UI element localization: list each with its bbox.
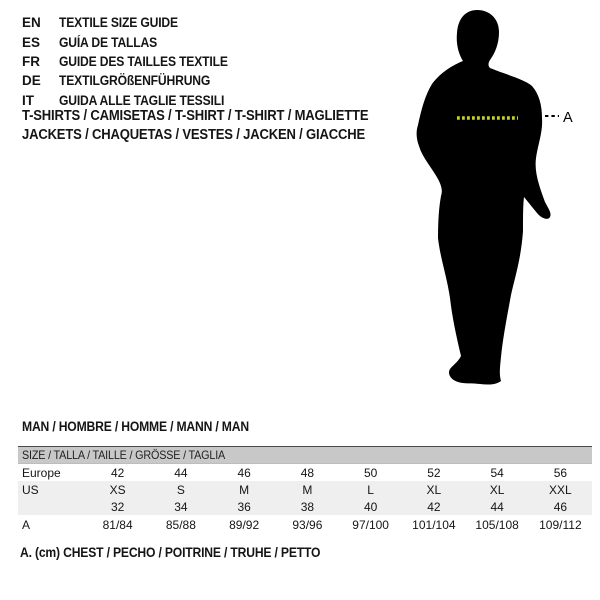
table-cell: 52	[427, 465, 441, 480]
row-cells	[86, 518, 592, 532]
table-cell: 34	[174, 499, 188, 514]
section-title	[22, 419, 274, 434]
language-label: TEXTILE SIZE GUIDE	[59, 15, 178, 31]
row-cells	[86, 483, 592, 497]
size-table	[18, 446, 592, 534]
table-cell: S	[176, 482, 185, 497]
footnote	[20, 545, 354, 560]
table-cell: 36	[237, 499, 251, 514]
table-cell: 50	[363, 465, 378, 480]
garment-line-tshirts: T-SHIRTS / CAMISETAS / T-SHIRT / T-SHIRT / MAGLIETTE	[22, 108, 369, 124]
table-row	[18, 481, 592, 498]
language-code: FR	[22, 53, 40, 69]
language-code: EN	[22, 15, 41, 31]
language-guide	[22, 13, 247, 110]
language-code: DE	[22, 73, 41, 89]
table-cell: 101/104	[412, 517, 456, 532]
row-label: A	[22, 517, 31, 532]
row-label: Europe	[22, 465, 61, 480]
language-label: TEXTILGRÖßENFÜHRUNG	[59, 73, 211, 89]
row-cells	[86, 466, 592, 480]
table-cell: 44	[174, 465, 188, 480]
table-cell: 40	[363, 499, 378, 514]
language-label: GUÍA DE TALLAS	[59, 34, 158, 50]
table-cell: 56	[553, 465, 568, 480]
language-row	[22, 71, 247, 90]
table-cell: XL	[489, 482, 505, 497]
table-cell: 48	[300, 465, 315, 480]
table-cell: 42	[427, 499, 441, 514]
table-cell: XL	[426, 482, 442, 497]
table-cell: 44	[490, 499, 504, 514]
table-cell: 54	[490, 465, 504, 480]
table-cell: 89/92	[229, 517, 260, 532]
table-cell: 105/108	[475, 517, 519, 532]
table-cell: 85/88	[165, 517, 196, 532]
row-cells	[86, 500, 592, 514]
table-row	[18, 498, 592, 515]
table-cell: 32	[110, 499, 125, 514]
table-header-text: SIZE / TALLA / TAILLE / GRÖSSE / TAGLIA	[22, 448, 226, 462]
language-row	[22, 52, 247, 71]
table-cell: M	[302, 482, 313, 497]
table-cell: 81/84	[102, 517, 133, 532]
table-cell: 46	[237, 465, 251, 480]
language-row	[22, 13, 247, 32]
table-row	[18, 464, 592, 481]
section-title-text: MAN / HOMBRE / HOMME / MANN / MAN	[22, 419, 249, 434]
table-body	[18, 464, 592, 534]
footnote-text: A. (cm) CHEST / PECHO / POITRINE / TRUHE / PETTO	[20, 545, 321, 560]
measure-label-a: A	[563, 110, 573, 126]
table-cell: 97/100	[352, 517, 389, 532]
table-cell: M	[239, 482, 250, 497]
table-cell: XS	[109, 482, 126, 497]
table-cell: 109/112	[539, 517, 582, 532]
language-label: GUIDA ALLE TAGLIE TESSILI	[59, 92, 225, 108]
table-cell: 42	[110, 465, 125, 480]
garment-types	[22, 107, 407, 144]
man-figure-shape	[417, 10, 551, 385]
man-silhouette-icon	[405, 5, 600, 395]
row-label: US	[22, 482, 39, 497]
table-cell: 38	[300, 499, 315, 514]
language-row	[22, 32, 247, 51]
table-cell: 46	[553, 499, 568, 514]
table-cell: XXL	[549, 482, 572, 497]
table-row	[18, 515, 592, 534]
language-label: GUIDE DES TAILLES TEXTILE	[59, 53, 228, 69]
garment-line-jackets: JACKETS / CHAQUETAS / VESTES / JACKEN / GIACCHE	[22, 126, 365, 143]
language-code: IT	[22, 92, 34, 108]
language-code: ES	[22, 34, 41, 50]
table-cell: 93/96	[292, 517, 323, 532]
table-cell: L	[367, 482, 374, 497]
table-header	[18, 447, 592, 464]
